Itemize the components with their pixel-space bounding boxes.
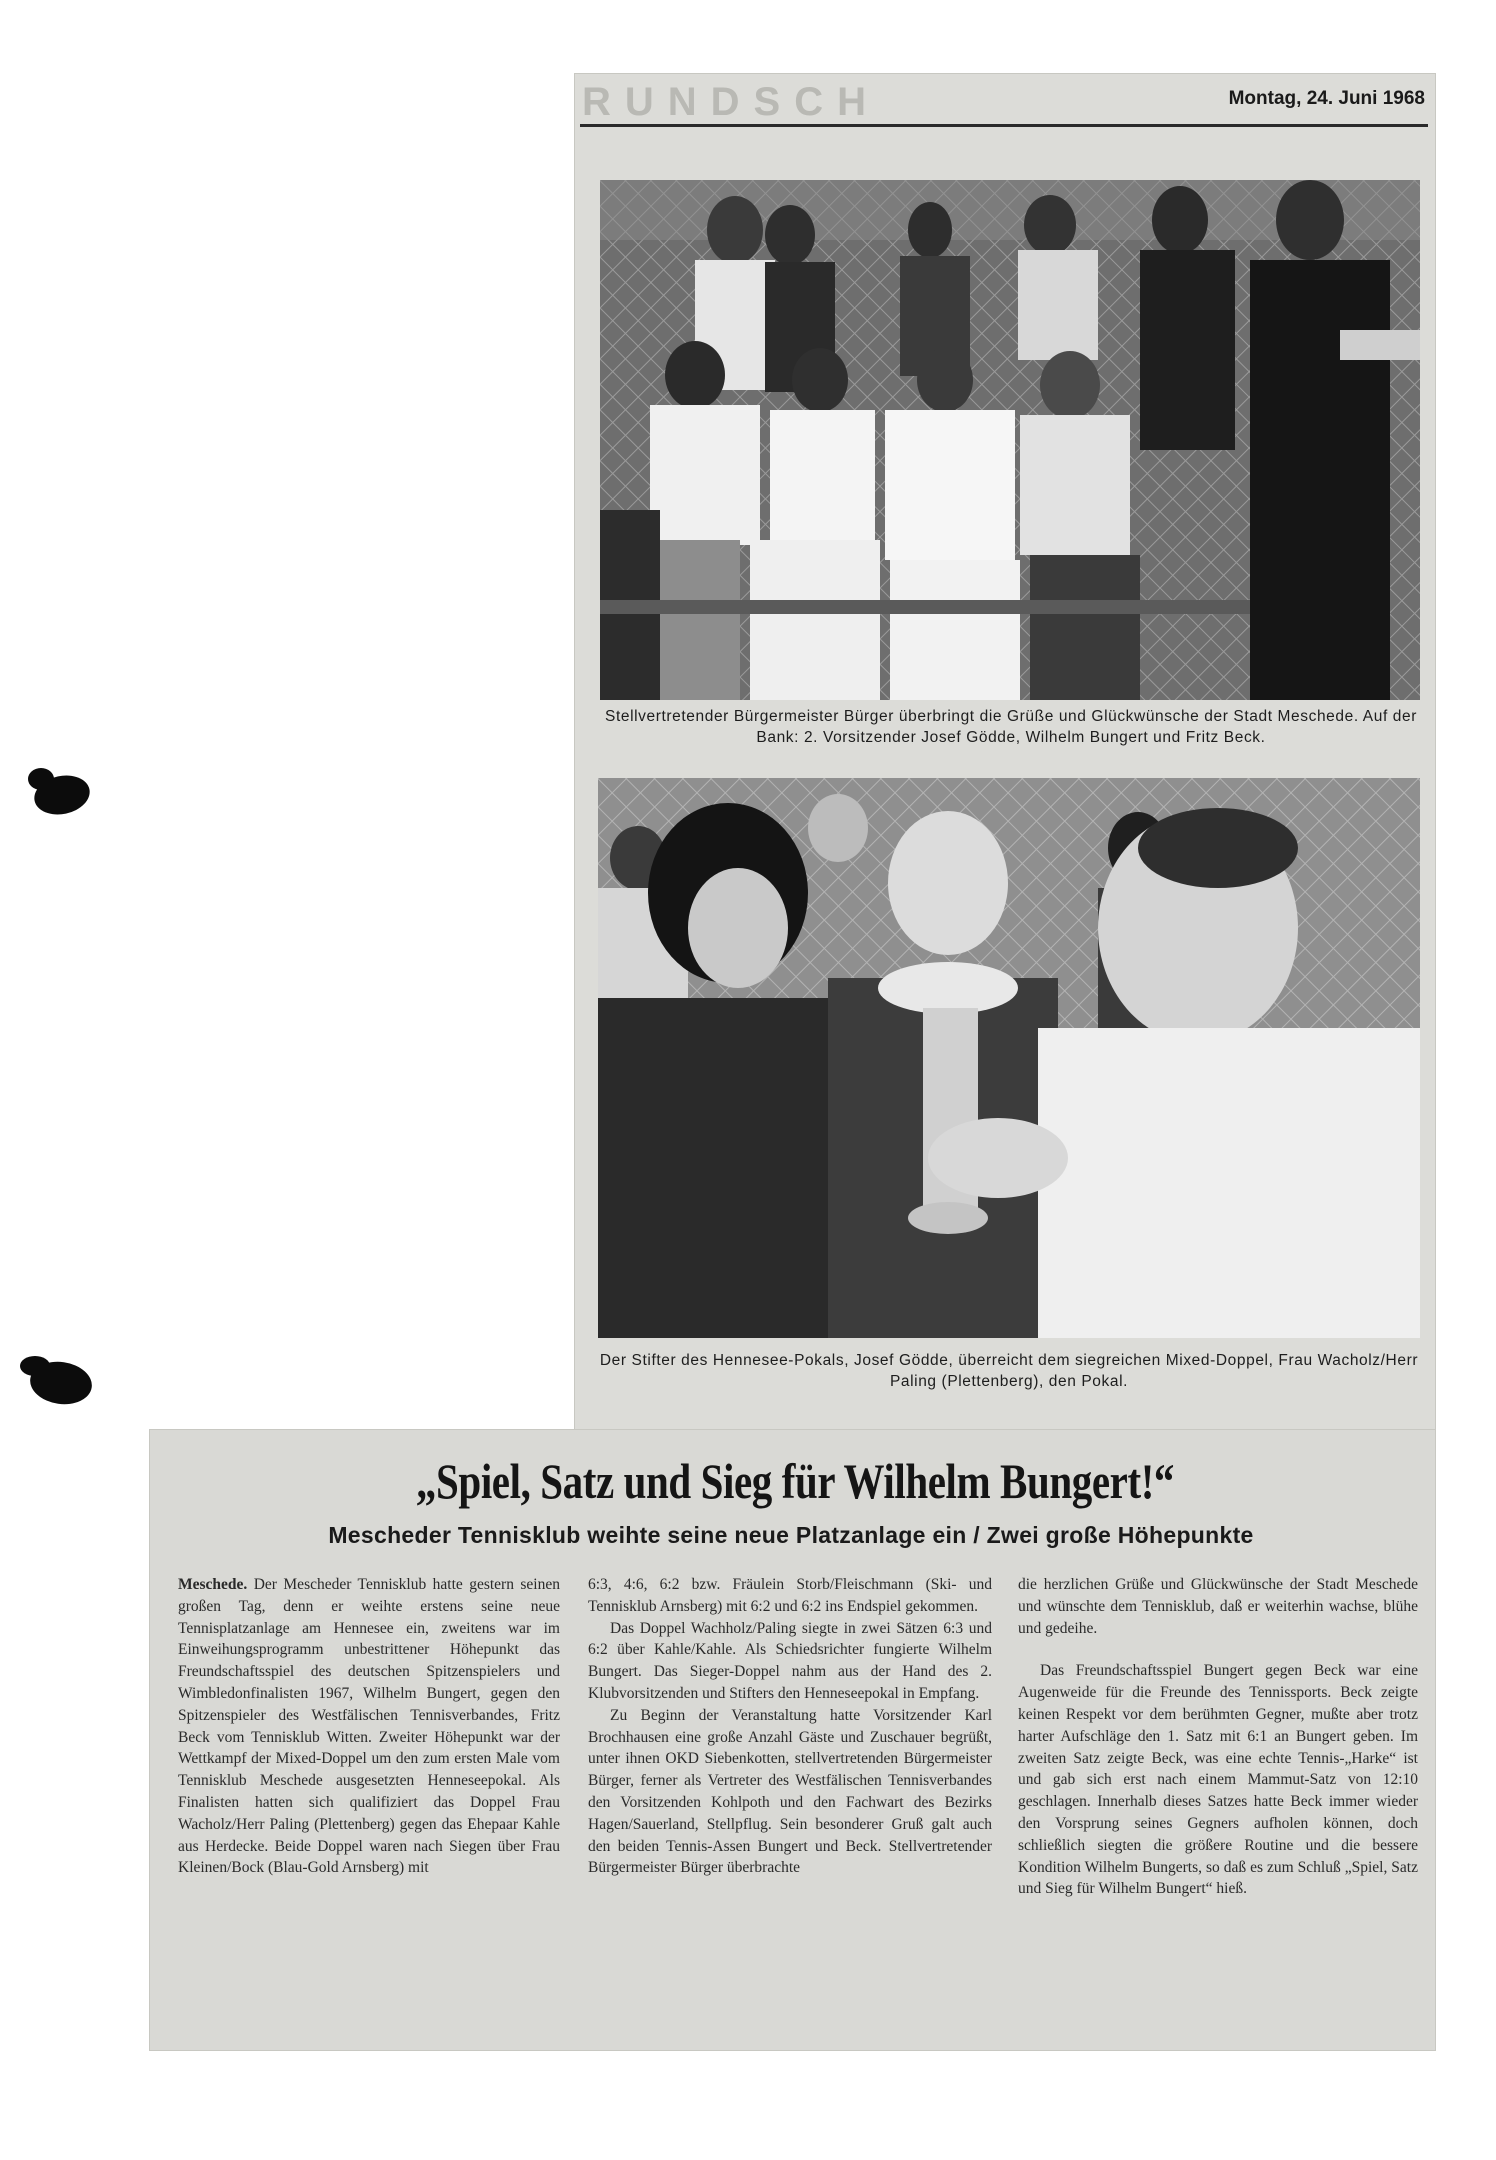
ink-blot	[20, 1356, 50, 1376]
dateline: Meschede.	[178, 1576, 248, 1593]
photo-trophy-presentation	[598, 778, 1420, 1338]
article-column-1	[178, 1574, 560, 1879]
article-paragraph: Das Freundschaftsspiel Bungert gegen Beck war eine Augenweide für die Freunde des Tennissports. Beck zeigte keinen Respekt vor dem berühmten Gegner, mußte aber trotz harter Aufschläge den 1. Satz mit 6:1 an Bungert geben. Im zweiten Satz zeigte Beck, was eine echte Tennis-„Harke“ ist und gab sich erst nach einem Mammut-Satz von 12:10 geschlagen. Innerhalb dieses Satzes hatte Beck immer wieder den Vorsprung seines Gegners aufholen können, doch schließlich siegten die größere Routine und die bessere Kondition Wilhelm Bungerts, so daß es zum Schluß „Spiel, Satz und Sieg für Wilhelm Bungert“ hieß.	[1018, 1662, 1418, 1898]
article-paragraph: Das Doppel Wachholz/Paling siegte in zwei Sätzen 6:3 und 6:2 über Kahle/Kahle. Als Schiedsrichter fungierte Wilhelm Bungert. Das Sieger-Doppel nahm aus der Hand des 2. Klubvorsitzenden und Stifters den Henneseepokal in Empfang.	[588, 1619, 992, 1702]
article-headline: „Spiel, Satz und Sieg für Wilhelm Bungert!“	[415, 1453, 1175, 1509]
article-column-2	[588, 1574, 992, 1879]
paragraph-text: Der Mescheder Tennisklub hatte gestern seinen großen Tag, denn er weihte erstens seine neue Tennisplatzanlage am Hennesee ein, zweitens war im Einweihungsprogramm unbestrittener Höhepunkt das Freundschaftsspiel des deutschen Spitzenspielers und Wimbledonfinalisten 1967, Wilhelm Bungert, gegen den Spitzenspieler des Westfälischen Tennisverbandes, Fritz Beck vom Tennisklub Witten. Zweiter Höhepunkt war der Wettkampf der Mixed-Doppel um den zum ersten Male vom Tennisklub Meschede ausgesetzten Henneseepokal. Als Finalisten hatten sich qualifiziert das Doppel Frau Wacholz/Herr Paling (Plettenberg) gegen das Ehepaar Kahle aus Herdecke. Beide Doppel waren nach Siegen über Frau Kleinen/Bock (Blau-Gold Arnsberg) mit	[178, 1576, 560, 1877]
header-rule	[580, 124, 1428, 127]
issue-date: Montag, 24. Juni 1968	[1228, 88, 1425, 109]
photo-bench-ceremony	[600, 180, 1420, 700]
photo2-caption: Der Stifter des Hennesee-Pokals, Josef Gödde, überreicht dem siegreichen Mixed-Doppel, Frau Wacholz/Herr Paling (Plettenberg), den Pokal.	[599, 1352, 1419, 1390]
article-subheadline: Mescheder Tennisklub weihte seine neue Platzanlage ein / Zwei große Höhepunkte	[328, 1522, 1254, 1548]
article-paragraph: Zu Beginn der Veranstaltung hatte Vorsitzender Karl Brochhausen eine große Anzahl Gäste und Zuschauer begrüßt, unter ihnen OKD Siebenkotten, stellvertretenden Bürgermeister Bürger, ferner als Vertreter des Westfälischen Tennisverbandes den Vorsitzenden Kohlpoth und den Fachwart des Bezirks Hagen/Sauerland, Stellpflug. Sein besonderer Gruß galt auch den beiden Tennis-Assen Bungert und Beck. Stellvertretender Bürgermeister Bürger überbrachte	[588, 1706, 992, 1877]
ink-blot	[28, 768, 54, 790]
article-paragraph	[178, 1574, 560, 1879]
masthead-fragment: RUNDSCH	[582, 80, 880, 124]
article-paragraph: die herzlichen Grüße und Glückwünsche der Stadt Meschede und wünschte dem Tennisklub, daß er weiterhin wachse, blühe und gedeihe.	[1018, 1576, 1418, 1637]
article-paragraph: 6:3, 4:6, 6:2 bzw. Fräulein Storb/Fleischmann (Ski- und Tennisklub Arnsberg) mit 6:2 und 6:2 ins Endspiel gekommen.	[588, 1576, 992, 1615]
photo1-caption: Stellvertretender Bürgermeister Bürger überbringt die Grüße und Glückwünsche der Stadt Meschede. Auf der Bank: 2. Vorsitzender Josef Gödde, Wilhelm Bungert und Fritz Beck.	[605, 708, 1417, 746]
article-column-3	[1018, 1574, 1418, 1900]
